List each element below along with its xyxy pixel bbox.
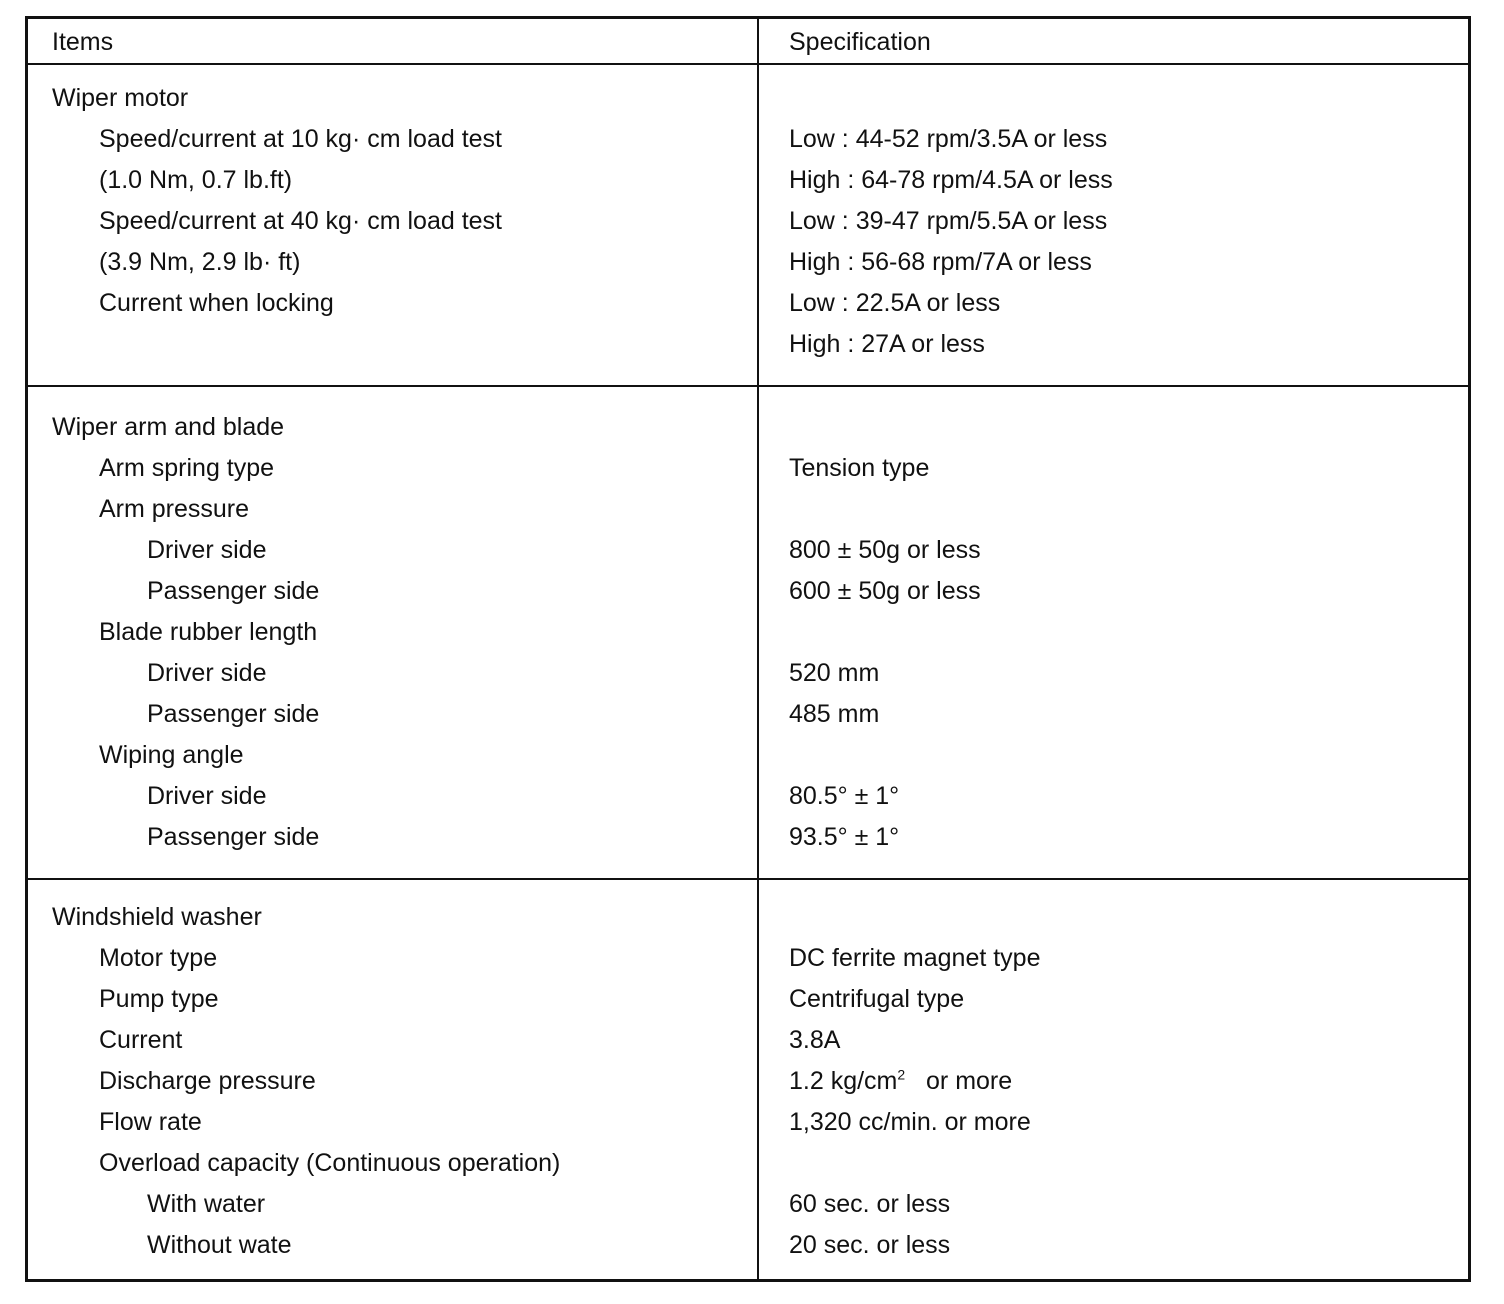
spec-value: 1,320 cc/min. or more xyxy=(789,1108,1031,1136)
item-label: Motor type xyxy=(99,944,218,972)
table-row xyxy=(28,407,1468,448)
superscript: 2 xyxy=(897,1066,906,1083)
header-specification: Specification xyxy=(789,28,931,56)
table-row xyxy=(28,201,1468,242)
spec-value: DC ferrite magnet type xyxy=(789,944,1041,972)
item-label: Wiper arm and blade xyxy=(52,413,285,441)
spec-value: Tension type xyxy=(789,454,930,482)
spec-value xyxy=(789,1061,1012,1102)
spec-value: 800 ± 50g or less xyxy=(789,536,981,564)
item-label: Current xyxy=(99,1026,183,1054)
spec-value: 520 mm xyxy=(789,659,880,687)
table-row xyxy=(28,817,1468,858)
item-label: Pump type xyxy=(99,985,219,1013)
table-row xyxy=(28,530,1468,571)
spec-value: 600 ± 50g or less xyxy=(789,577,981,605)
table-row xyxy=(28,1143,1468,1184)
table-row xyxy=(28,119,1468,160)
table-row xyxy=(28,694,1468,735)
table-row xyxy=(28,1102,1468,1143)
header-items: Items xyxy=(52,28,114,56)
table-row xyxy=(28,653,1468,694)
spec-value: Low : 39-47 rpm/5.5A or less xyxy=(789,207,1108,235)
table-row xyxy=(28,938,1468,979)
item-label: With water xyxy=(147,1190,266,1218)
spec-value: 3.8A xyxy=(789,1026,841,1054)
table-row xyxy=(28,242,1468,283)
table-row xyxy=(28,979,1468,1020)
table-header xyxy=(28,19,1468,65)
spec-value: High : 56-68 rpm/7A or less xyxy=(789,248,1092,276)
table-row xyxy=(28,612,1468,653)
table-row xyxy=(28,776,1468,817)
spec-value: 93.5° ± 1° xyxy=(789,823,900,851)
item-label: Speed/current at 40 kg· cm load test xyxy=(99,207,502,235)
item-label: Wiper motor xyxy=(52,84,189,112)
item-label: Driver side xyxy=(147,536,267,564)
spec-value: 485 mm xyxy=(789,700,880,728)
item-label: Passenger side xyxy=(147,577,320,605)
table-row xyxy=(28,283,1468,324)
item-label: Flow rate xyxy=(99,1108,202,1136)
item-label: Passenger side xyxy=(147,700,320,728)
spec-value: Low : 22.5A or less xyxy=(789,289,1001,317)
section-wiper-motor xyxy=(28,65,1468,387)
item-label: Discharge pressure xyxy=(99,1067,316,1095)
item-label: Blade rubber length xyxy=(99,618,318,646)
table-row xyxy=(28,78,1468,119)
specification-table xyxy=(25,16,1471,1282)
table-row xyxy=(28,1020,1468,1061)
table-row xyxy=(28,324,1468,365)
table-row xyxy=(28,1061,1468,1102)
table-row xyxy=(28,448,1468,489)
spec-value-suffix: or more xyxy=(926,1067,1013,1095)
item-label: Arm pressure xyxy=(99,495,250,523)
table-row xyxy=(28,1225,1468,1266)
spec-value: Low : 44-52 rpm/3.5A or less xyxy=(789,125,1108,153)
spec-value: 60 sec. or less xyxy=(789,1190,951,1218)
item-label: Driver side xyxy=(147,659,267,687)
item-label: Speed/current at 10 kg· cm load test xyxy=(99,125,502,153)
table-row xyxy=(28,571,1468,612)
item-label: Driver side xyxy=(147,782,267,810)
item-label: Arm spring type xyxy=(99,454,275,482)
item-label: Without wate xyxy=(147,1231,292,1259)
spec-value: High : 27A or less xyxy=(789,330,985,358)
section-windshield-washer xyxy=(28,880,1468,1282)
spec-value: 20 sec. or less xyxy=(789,1231,951,1259)
item-label: Wiping angle xyxy=(99,741,244,769)
item-label: (3.9 Nm, 2.9 lb· ft) xyxy=(99,248,301,276)
table-row xyxy=(28,897,1468,938)
item-label: Windshield washer xyxy=(52,903,262,931)
table-row xyxy=(28,735,1468,776)
spec-value-main: 1.2 kg/cm xyxy=(789,1067,898,1095)
item-label: Passenger side xyxy=(147,823,320,851)
table-row xyxy=(28,160,1468,201)
spec-value: High : 64-78 rpm/4.5A or less xyxy=(789,166,1113,194)
item-label: Overload capacity (Continuous operation) xyxy=(99,1149,561,1177)
spec-value: Centrifugal type xyxy=(789,985,965,1013)
item-label: Current when locking xyxy=(99,289,334,317)
table-row xyxy=(28,1184,1468,1225)
section-wiper-arm-and-blade xyxy=(28,387,1468,880)
table-row xyxy=(28,489,1468,530)
spec-value: 80.5° ± 1° xyxy=(789,782,900,810)
item-label: (1.0 Nm, 0.7 lb.ft) xyxy=(99,166,293,194)
